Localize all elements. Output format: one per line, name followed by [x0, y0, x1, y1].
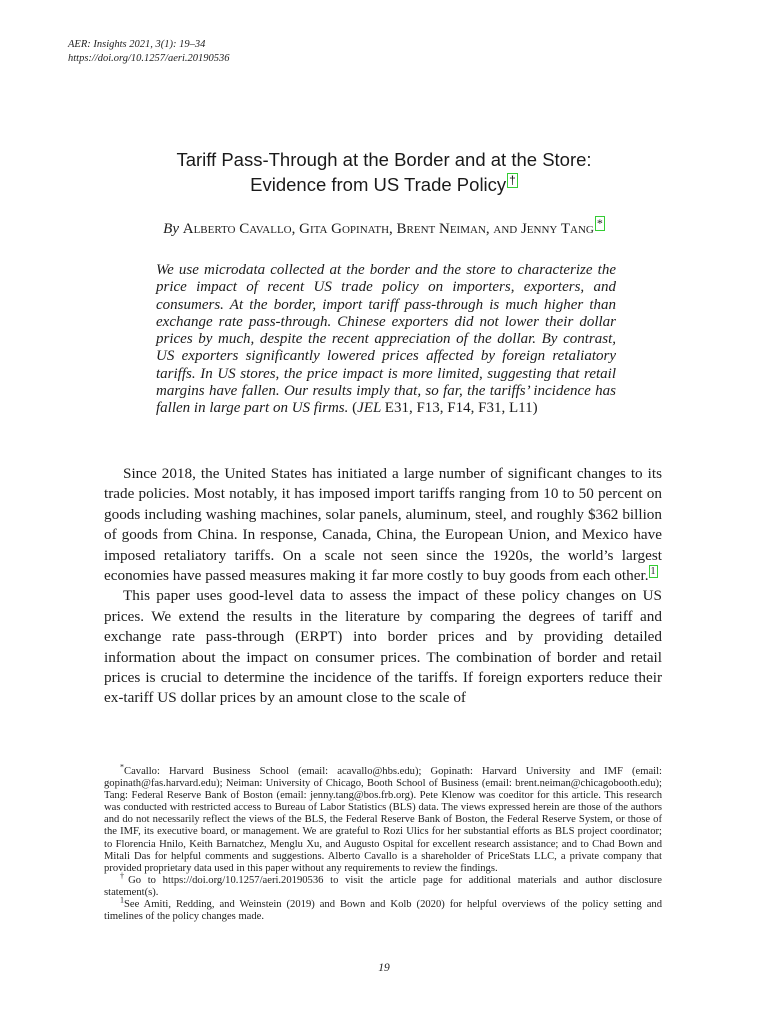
title-footnote-link[interactable]: †: [509, 172, 516, 187]
doi-link[interactable]: https://doi.org/10.1257/aeri.20190536: [68, 53, 230, 64]
abstract: [156, 262, 616, 418]
footnote-1-link[interactable]: 1: [650, 565, 656, 577]
body-paragraph: This paper uses good-level data to assess the impact of these policy changes on US prices. We extend the results in the literature by comparing the degrees of tariff and exchange rate pass-through (ERPT) into border prices and by providing detailed information about the impact on consumer prices. The combination of border and retail prices is crucial to determine the incidence of the tariffs. If foreign exporters reduce their ex-tariff US dollar prices by an amount close to the scale of: [104, 587, 662, 707]
footnote-star-mark: *: [120, 762, 124, 772]
journal-header: [68, 38, 230, 66]
author-byline: [60, 216, 708, 239]
title-line-2: Evidence from US Trade Policy †: [250, 172, 516, 195]
jel-open: (: [352, 400, 358, 417]
author-footnote-link[interactable]: *: [596, 216, 603, 230]
journal-citation: AER: Insights 2021, 3(1): 19–34: [68, 39, 206, 50]
title-line-1: Tariff Pass-Through at the Border and at the Store:: [176, 149, 592, 170]
footnote-dagger-mark: †: [120, 871, 129, 881]
abstract-text: We use microdata collected at the border and the store to characterize the price impact of recent US trade policy on importers, exporters, and consumers. At the border, import tariff pass-through is much higher than exchange rate pass-through. Chinese exporters did not lower their dollar prices by much, despite the recent appreciation of the dollar. By contrast, US exporters significantly lowered prices affected by foreign retaliatory tariffs. In US stores, the price impact is more limited, suggesting that retail margins have fallen. Our results imply that, so far, the tariffs’ incidence has fallen in large part on US firms.: [156, 262, 616, 417]
jel-label: JEL: [357, 400, 382, 417]
byline-by: By: [163, 221, 179, 237]
footnote-1: $^1$See Amiti, Redding, and Weinstein (2019) and Bown and Kolb (2020) for helpful overviews of the policy setting and timelines of the policy changes made.: [104, 895, 662, 923]
paper-title: [60, 147, 708, 197]
footnote-dagger: †Go to https://doi.org/10.1257/aeri.20190536 to visit the article page for additional materials and author disclosure statement(s).: [104, 871, 662, 898]
author-names: Alberto Cavallo, Gita Gopinath, Brent Neiman, and Jenny Tang: [182, 221, 594, 237]
body-text: [104, 464, 662, 709]
body-paragraph: Since 2018, the United States has initiated a large number of significant changes to its trade policies. Most notably, it has imposed import tariffs ranging from 10 to 50 percent on goods including washing machines, solar panels, aluminum, steel, and roughly $362 billion of goods from China. In response, Canada, China, the European Union, and Mexico have imposed retaliatory tariffs. On a scale not seen since the 1920s, the world’s largest economies have passed measures making it far more costly to buy goods from each other. $^1$: [104, 465, 662, 585]
page-number: 19: [378, 962, 390, 974]
footnotes: [104, 762, 662, 923]
footnote-star: *Cavallo: Harvard Business School (email: acavallo@hbs.edu); Gopinath: Harvard University and IMF (email: gopinath@fas.harvard.edu); Neiman: University of Chicago, Booth School of Business (email: brent.neiman@chicagobooth.edu); Tang: Federal Reserve Bank of Boston (email: jenny.tang@bos.frb.org). Pete Klenow was coeditor for this article. This research was conducted with restricted access to Bureau of Labor Statistics (BLS) data. The views expressed herein are those of the authors and do not necessarily reflect the views of the BLS, the Federal Reserve Bank of Boston, the Federal Reserve System, or those of the IMF, its executive board, or management. We are grateful to Rozi Ulics for her substantial efforts as BLS project coordinator; to Florencia Hnilo, Keith Barnatchez, Menglu Xu, and Augusto Ospital for excellent research assistance; and to Chad Bown and Mitali Das for helpful comments and suggestions. Alberto Cavallo is a shareholder of PriceStats LLC, a private company that provided proprietary data used in this paper without any requirements to review the findings.: [104, 762, 662, 874]
footnote-1-mark: 1: [120, 895, 124, 905]
jel-codes: E31, F13, F14, F31, L11): [384, 400, 538, 417]
